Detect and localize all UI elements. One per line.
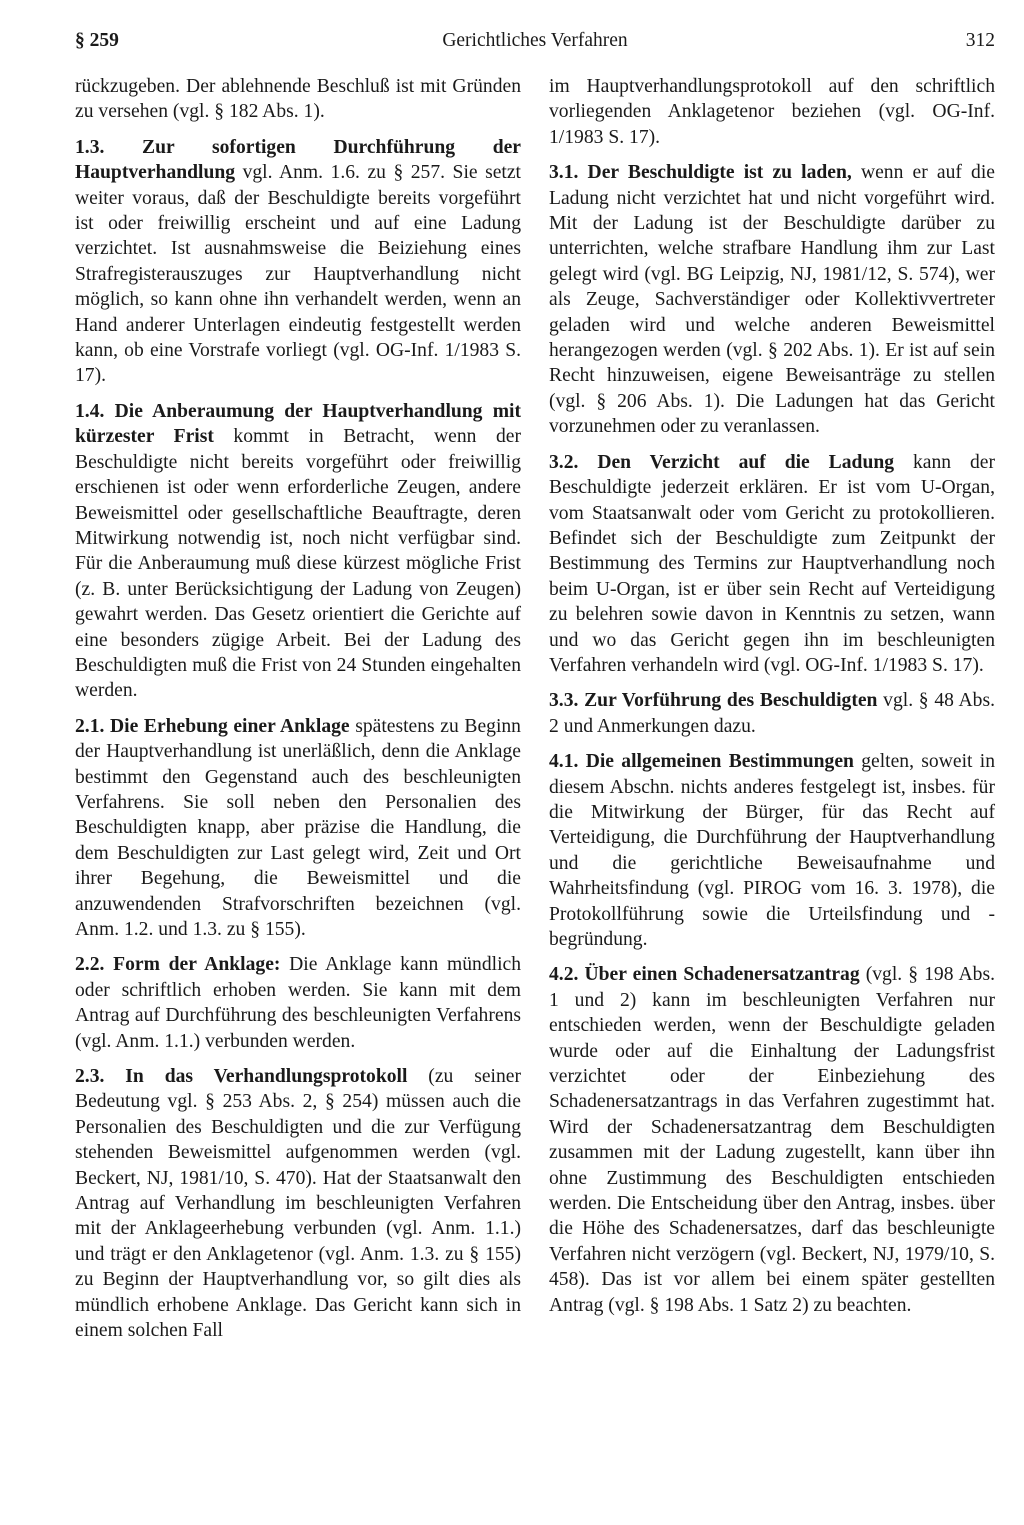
paragraph-number: 2.2. bbox=[75, 954, 105, 976]
paragraph-text: rückzugeben. Der ablehnende Beschluß ist mit Gründen zu versehen (vgl. § 182 Abs. 1). bbox=[75, 76, 521, 123]
paragraph-1-3 bbox=[75, 135, 521, 389]
paragraph-keyword: Zur sofortigen Durchführung der Hauptverhandlung bbox=[75, 136, 521, 184]
paragraph-text: (vgl. § 198 Abs. 1 und 2) kann im beschleunigten Verfahren nur entschieden werden, wenn der Beschuldigte geladen wurde oder auf die Einhaltung der Ladungsfrist verzichtet oder der Einbeziehung des Schadenersatzantrags in das Verfahren zugestimmt hat. Wird der Schadenersatzantrag dem Beschuldigten zusammen mit der Ladung zugestellt, kann über ihn ohne Zustimmung des Beschuldigten entschieden werden. Die Entscheidung über den Antrag, insbes. über die Höhe des Schadenersatzes, darf das beschleunigte Verfahren nicht verzögern (vgl. Beckert, NJ, 1979/10, S. 458). Das ist vor allem bei einem später gestellten Antrag (vgl. § 198 Abs. 1 Satz 2) zu beachten. bbox=[549, 964, 995, 1316]
paragraph-number: 3.3. bbox=[549, 690, 579, 712]
paragraph-number: 4.1. bbox=[549, 751, 579, 773]
paragraph-text: Die Anklage kann mündlich oder schriftlich erhoben werden. Sie kann mit dem Antrag auf Durchführung des beschleunigten Verfahrens (vgl. Anm. 1.1.) verbunden werden. bbox=[75, 954, 522, 1052]
paragraph-4-2 bbox=[549, 962, 995, 1318]
paragraph-3-3 bbox=[549, 688, 995, 739]
section-number: § 259 bbox=[75, 30, 119, 51]
paragraph-3-2 bbox=[549, 450, 995, 679]
paragraph-text: vgl. Anm. 1.6. zu § 257. Sie setzt weiter voraus, daß der Beschuldigte bereits vorgeführt ist oder freiwillig erscheint und auf eine Ladung verzichtet. Ist ausnahmsweise die Beiziehung eines Strafregisterauszuges zur Hauptverhandlung nicht möglich, so kann ohne ihn verhandelt werden, wenn an Hand anderer Unterlagen eindeutig festgestellt werden kann, ob eine Vorstrafe vorliegt (vgl. OG-Inf. 1/1983 S. 17). bbox=[75, 162, 521, 387]
paragraph-text: kann der Beschuldigte jederzeit erklären. Er ist vom U-Organ, vom Staatsanwalt oder vom Gericht zu protokollieren. Befindet sich der Beschuldigte zum Zeitpunkt der Bestimmung des Termins zur Hauptverhandlung noch beim U-Organ, ist er über sein Recht auf Verteidigung zu belehren sowie davon in Kenntnis zu setzen, wann und wo das Gericht gegen ihn im beschleunigten Verfahren verhandeln wird (vgl. OG-Inf. 1/1983 S. 17). bbox=[549, 451, 996, 676]
paragraph-keyword: Die Anberaumung der Hauptverhandlung mit kürzester Frist bbox=[75, 400, 521, 448]
paragraph-text: im Hauptverhandlungsprotokoll auf den schriftlich vorliegenden Anklagetenor beziehen (vgl. OG-Inf. 1/1983 S. 17). bbox=[549, 76, 995, 148]
paragraph-2-2 bbox=[75, 952, 521, 1054]
paragraph-2-3 bbox=[75, 1064, 521, 1343]
page-number: 312 bbox=[965, 30, 995, 51]
paragraph-2-1 bbox=[75, 714, 521, 943]
paragraph-text: (zu seiner Bedeutung vgl. § 253 Abs. 2, § 254) müssen auch die Personalien des Beschuldigten und die zur Verfügung stehenden Beweismittel aufgenommen werden (vgl. Beckert, NJ, 1981/10, S. 470). Hat der Staatsanwalt den Antrag auf Verhandlung im beschleunigten Verfahren mit der Anklageerhebung verbunden (vgl. Anm. 1.1.) und trägt er den Anklagetenor (vgl. Anm. 1.3. zu § 155) zu Beginn der Hauptverhandlung vor, so gilt dies als mündlich erhobene Anklage. Das Gericht kann sich in einem solchen Fall bbox=[75, 1066, 521, 1342]
right-column bbox=[549, 74, 995, 1328]
paragraph-keyword: Über einen Schadenersatzantrag bbox=[584, 964, 860, 986]
paragraph-text: spätestens zu Beginn der Hauptverhandlung ist unerläßlich, denn die Anklage bestimmt den Gegenstand auch des beschleunigten Verfahrens. Sie soll neben den Personalien des Beschuldigten knapp, aber präzise die Handlung, die dem Beschuldigten zur Last gelegt wird, Zeit und Ort ihrer Begehung, die Beweismittel und die anzuwendenden Strafvorschriften bezeichnen (vgl. Anm. 1.2. und 1.3. zu § 155). bbox=[75, 715, 521, 940]
paragraph-continuation bbox=[75, 74, 521, 125]
paragraph-keyword: In das Verhandlungsprotokoll bbox=[125, 1066, 408, 1088]
paragraph-text: kommt in Betracht, wenn der Beschuldigte nicht bereits vorgeführt oder freiwillig erschienen ist oder wenn erforderliche Zeugen, andere Beweismittel oder gesellschaftliche Beauftragte, deren Mitwirkung notwendig ist, noch nicht verfügbar sind. Für die Anberaumung muß diese kürzest mögliche Frist (z. B. unter Berücksichtigung der Ladung von Zeugen) gewahrt werden. Das Gesetz orientiert die Gerichte auf eine besonders zügige Arbeit. Bei der Ladung des Beschuldigten muß die Frist von 24 Stunden eingehalten werden. bbox=[75, 426, 522, 702]
paragraph-keyword: Form der Anklage: bbox=[113, 954, 281, 976]
paragraph-number: 1.4. bbox=[75, 400, 105, 422]
paragraph-keyword: Die Erhebung einer Anklage bbox=[110, 715, 350, 737]
paragraph-text: wenn er auf die Ladung nicht verzichtet hat und nicht vorgeführt wird. Mit der Ladung ist der Beschuldigte darüber zu unterrichten, welche strafbare Handlung ihm zur Last gelegt wird (vgl. BG Leipzig, NJ, 1981/12, S. 574), wer als Zeuge, Sachverständiger oder Kollektivvertreter geladen wird und welche anderen Beweismittel herangezogen werden (vgl. § 202 Abs. 1). Er ist auf sein Recht hinzuweisen, eigene Beweisanträge zu stellen (vgl. § 206 Abs. 1). Die Ladungen hat das Gericht vorzunehmen oder zu veranlassen. bbox=[549, 162, 995, 438]
paragraph-keyword: Zur Vorführung des Beschuldigten bbox=[584, 690, 878, 712]
paragraph-continuation bbox=[549, 74, 995, 150]
paragraph-text: gelten, soweit in diesem Abschn. nichts anderes festgelegt ist, insbes. für die Mitwirkung der Bürger, für das Recht auf Verteidigung, die Durchführung der Hauptverhandlung und die gerichtliche Beweisaufnahme und Wahrheitsfindung (vgl. PIROG vom 16. 3. 1978), die Protokollführung sowie die Urteilsfindung und -begründung. bbox=[549, 751, 995, 950]
paragraph-3-1 bbox=[549, 160, 995, 439]
paragraph-number: 1.3. bbox=[75, 136, 105, 158]
running-title: Gerichtliches Verfahren bbox=[442, 30, 628, 51]
paragraph-number: 4.2. bbox=[549, 964, 579, 986]
paragraph-keyword: Die allgemeinen Bestimmungen bbox=[585, 751, 854, 773]
paragraph-number: 3.2. bbox=[549, 451, 579, 473]
page-header bbox=[75, 30, 995, 58]
left-column bbox=[75, 74, 521, 1354]
paragraph-keyword: Den Verzicht auf die Ladung bbox=[597, 451, 895, 473]
paragraph-number: 2.3. bbox=[75, 1066, 105, 1088]
paragraph-4-1 bbox=[549, 749, 995, 952]
paragraph-1-4 bbox=[75, 399, 521, 704]
paragraph-text: vgl. § 48 Abs. 2 und Anmerkungen dazu. bbox=[549, 690, 996, 737]
paragraph-keyword: Der Beschuldigte ist zu laden, bbox=[587, 162, 852, 184]
paragraph-number: 3.1. bbox=[549, 162, 579, 184]
paragraph-number: 2.1. bbox=[75, 715, 105, 737]
